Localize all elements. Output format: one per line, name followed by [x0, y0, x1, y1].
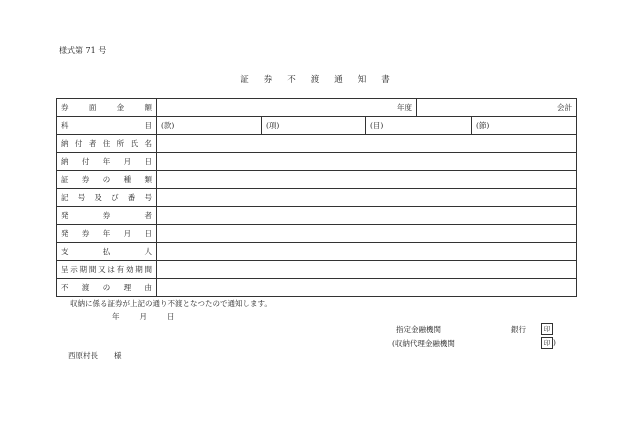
form-row-item: [57, 117, 577, 135]
form-row-issuer: [57, 207, 577, 225]
agent-bank-label: (収納代理金融機関: [392, 339, 455, 348]
agent-bank-close-paren: ): [553, 338, 556, 347]
total-label: 会計: [557, 103, 572, 112]
kan-label: (款): [161, 121, 175, 130]
presentation-period-label: 呈示期間又は有効期間: [57, 261, 157, 279]
bank-label: 銀行: [511, 325, 526, 334]
symbol-number-label: 記号及び番号: [57, 189, 157, 207]
payer-field[interactable]: [157, 135, 577, 153]
symbol-number-field[interactable]: [157, 189, 577, 207]
addressee-honorific: 様: [114, 351, 122, 360]
moku-label: (目): [370, 121, 384, 130]
kou-cell[interactable]: [262, 117, 366, 135]
kan-cell[interactable]: [157, 117, 262, 135]
payment-date-label: 納付年月日: [57, 153, 157, 171]
form-row-payment-date: [57, 153, 577, 171]
form-row-reason: [57, 279, 577, 297]
setsu-cell[interactable]: [472, 117, 577, 135]
date-year: 年: [112, 312, 120, 321]
security-type-field[interactable]: [157, 171, 577, 189]
issue-date-label: 発券年月日: [57, 225, 157, 243]
total-cell[interactable]: [417, 99, 577, 117]
form-row-symbol-number: [57, 189, 577, 207]
form-row-payer: [57, 135, 577, 153]
presentation-period-field[interactable]: [157, 261, 577, 279]
form-number: 様式第 71 号: [59, 46, 107, 55]
addressee-name: 西原村長: [68, 351, 98, 360]
notice-text: 収納に係る証券が上記の通り不渡となつたので通知します。: [70, 299, 272, 308]
form-row-security-type: [57, 171, 577, 189]
issue-date-field[interactable]: [157, 225, 577, 243]
issuer-field[interactable]: [157, 207, 577, 225]
moku-cell[interactable]: [366, 117, 472, 135]
document-title: 証券不渡通知書: [240, 75, 405, 85]
notice-date: [112, 311, 195, 322]
item-label: 科目: [57, 117, 157, 135]
form-row-issue-date: [57, 225, 577, 243]
form-row-payer-bank: [57, 243, 577, 261]
payment-date-field[interactable]: [157, 153, 577, 171]
kou-label: (項): [266, 121, 280, 130]
payer-bank-field[interactable]: [157, 243, 577, 261]
payer-label: 納付者住所氏名: [57, 135, 157, 153]
amount-label: 券面金額: [57, 99, 157, 117]
security-type-label: 証券の種類: [57, 171, 157, 189]
bank-seal-box: 印: [541, 323, 553, 335]
reason-field[interactable]: [157, 279, 577, 297]
fiscal-year-label: 年度: [397, 103, 412, 112]
setsu-label: (節): [476, 121, 490, 130]
date-day: 日: [167, 312, 175, 321]
notice-form-table: [56, 98, 577, 297]
agent-seal-box: 印: [541, 337, 553, 349]
addressee: [68, 350, 122, 361]
date-month: 月: [139, 312, 147, 321]
issuer-label: 発券者: [57, 207, 157, 225]
designated-bank-label: 指定金融機関: [396, 325, 441, 334]
form-row-amount: [57, 99, 577, 117]
payer-bank-label: 支払人: [57, 243, 157, 261]
fiscal-year-cell[interactable]: [157, 99, 417, 117]
form-row-presentation-period: [57, 261, 577, 279]
reason-label: 不渡の理由: [57, 279, 157, 297]
